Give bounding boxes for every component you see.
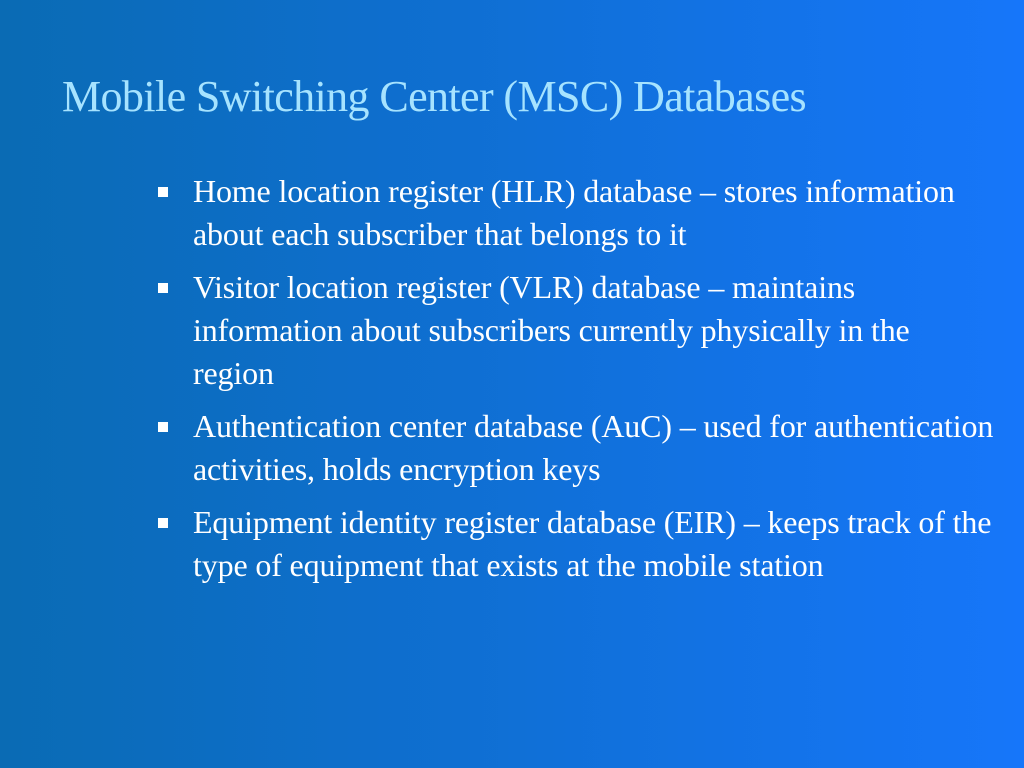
- bullet-text: Authentication center database (AuC) – used for authentication activities, holds encryption keys: [193, 408, 994, 487]
- bullet-item-vlr: [155, 266, 995, 395]
- bullet-text: Equipment identity register database (EIR) – keeps track of the type of equipment that exists at the mobile station: [193, 504, 992, 583]
- slide-title: Mobile Switching Center (MSC) Databases: [62, 72, 807, 121]
- square-bullet-icon: [158, 518, 168, 528]
- square-bullet-icon: [158, 422, 168, 432]
- square-bullet-icon: [158, 187, 168, 197]
- square-bullet-icon: [158, 283, 168, 293]
- bullet-text: Visitor location register (VLR) database – maintains information about subscribers currently physically in the region: [193, 269, 910, 391]
- bullet-item-auc: [155, 405, 995, 491]
- bullet-item-eir: [155, 501, 995, 587]
- bullet-text: Home location register (HLR) database – stores information about each subscriber that belongs to it: [193, 173, 955, 252]
- bullet-item-hlr: [155, 170, 995, 256]
- bullet-list: [155, 170, 995, 597]
